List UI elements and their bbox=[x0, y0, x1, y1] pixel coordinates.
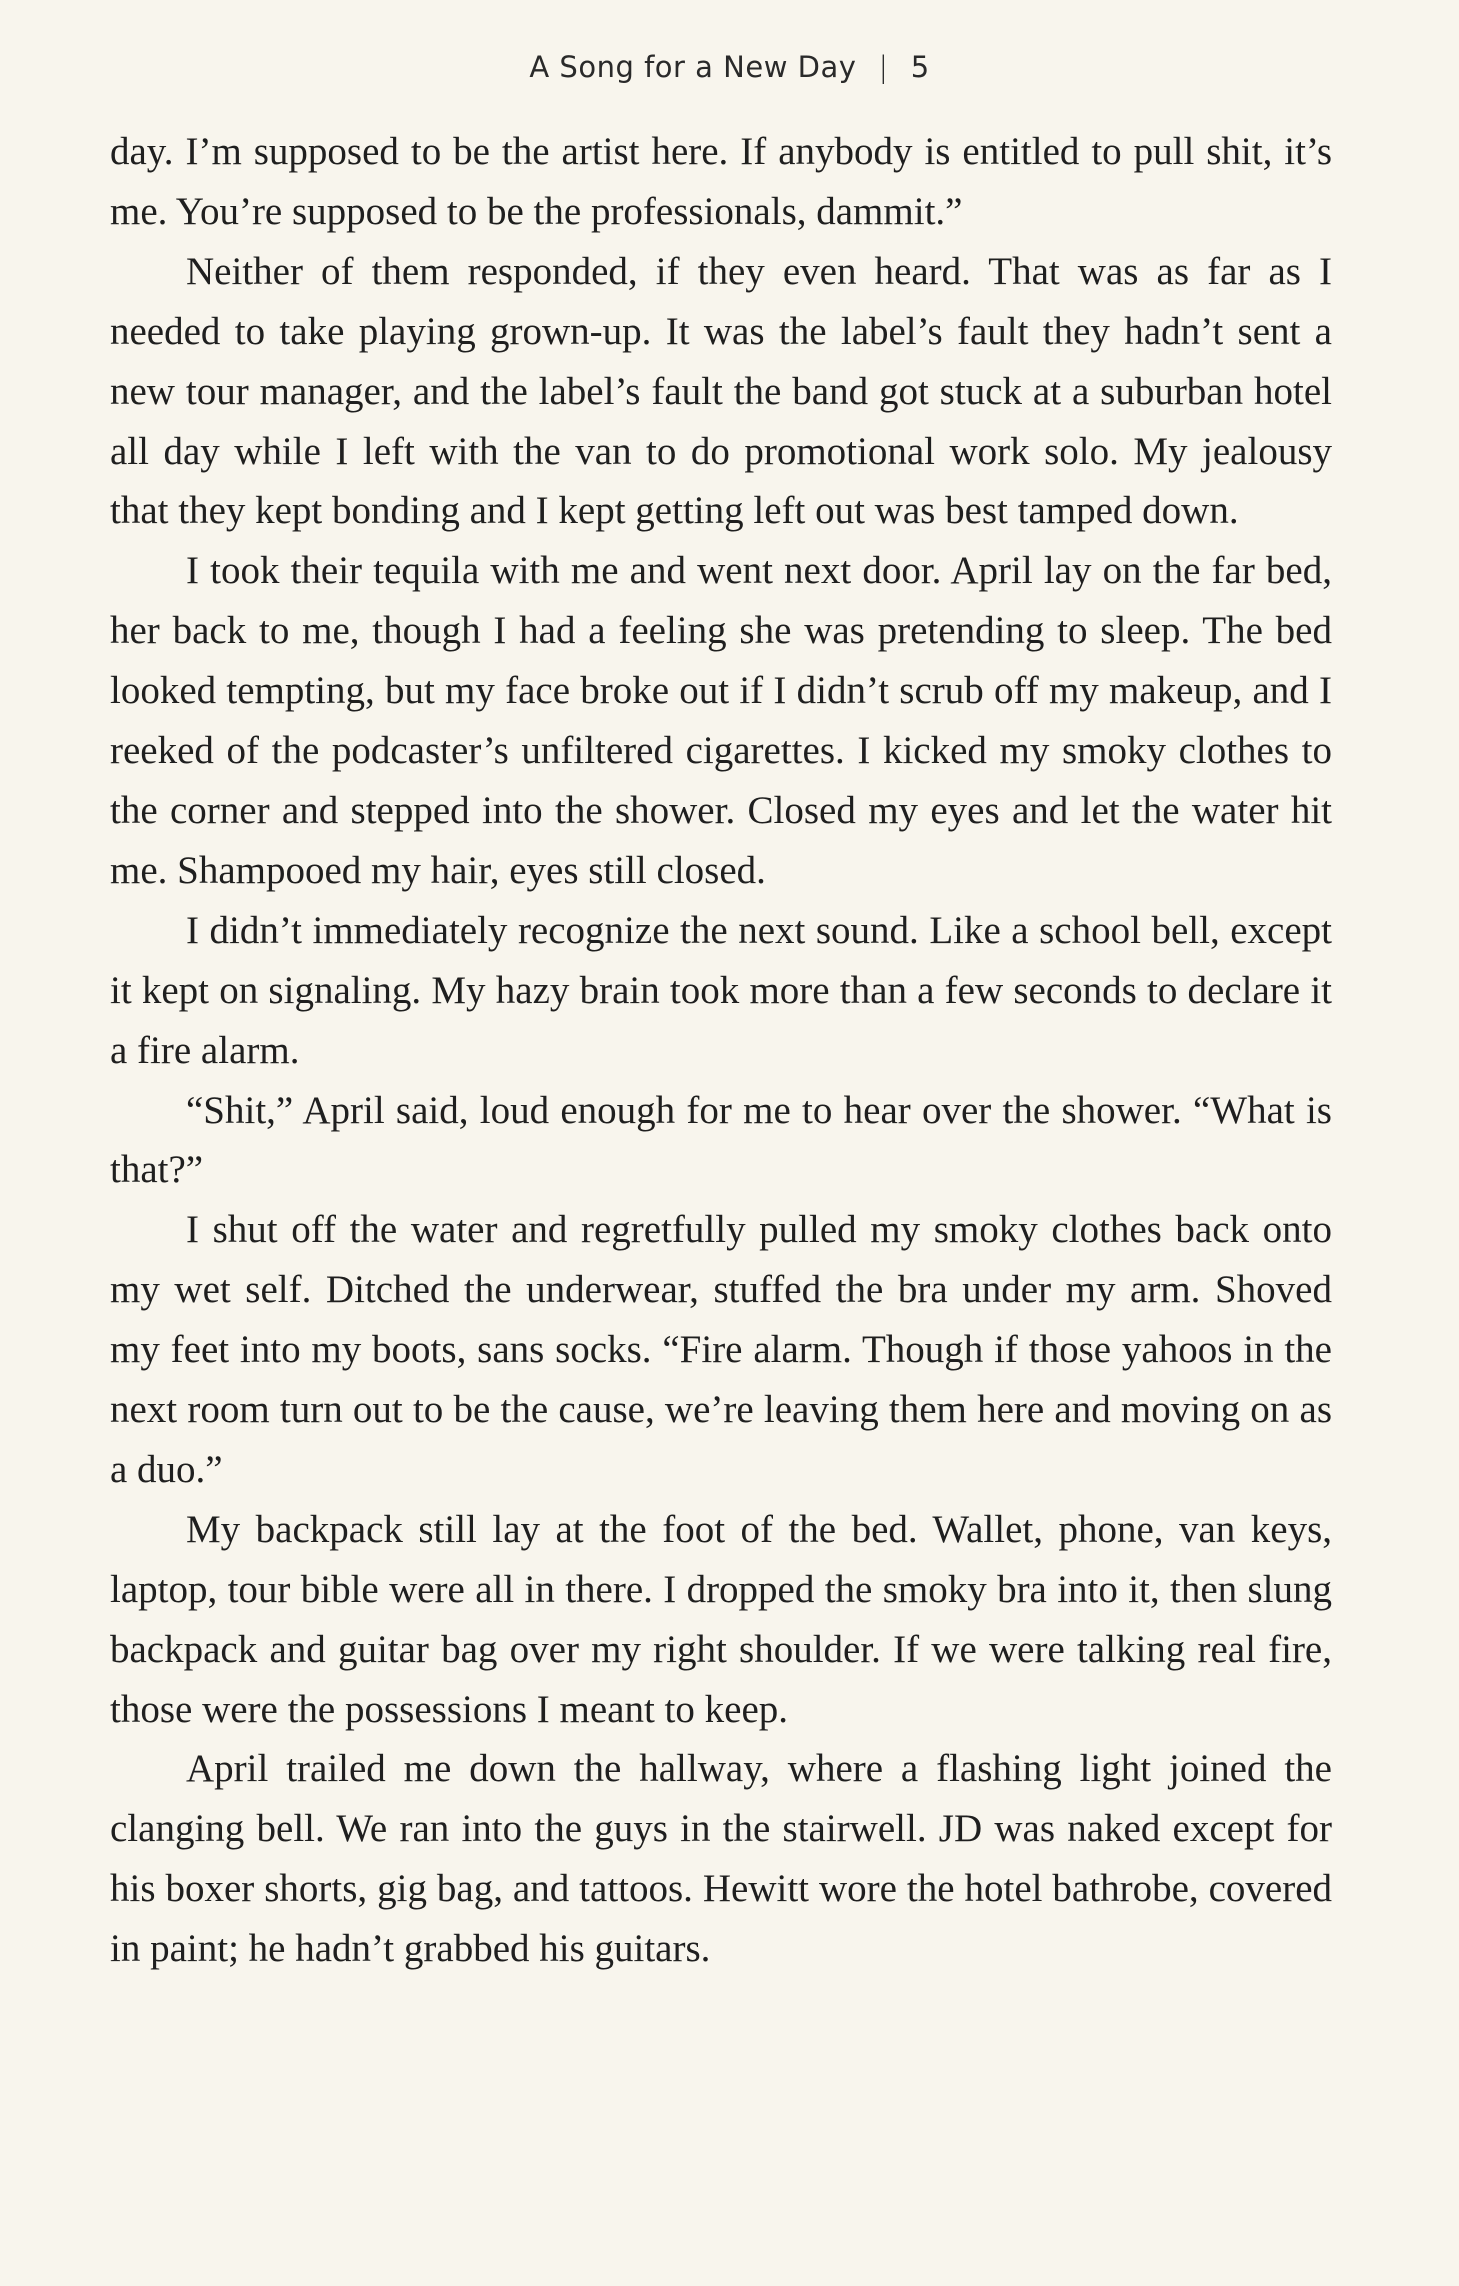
paragraph: I didn’t immediately recognize the next sound. Like a school bell, except it kept on signaling. My hazy brain took more than a few seconds to declare it a fire alarm. bbox=[110, 908, 1332, 1072]
header-separator: | bbox=[878, 50, 889, 84]
paragraph: I shut off the water and regretfully pulled my smoky clothes back onto my wet self. Ditched the underwear, stuffed the bra under my arm. Shoved my feet into my boots, sans socks. “Fire alarm. Though if those yahoos in the next room turn out to be the cause, we’re leaving them here and moving on as a duo.” bbox=[110, 1208, 1332, 1491]
paragraph: Neither of them responded, if they even heard. That was as far as I needed to take playing grown-up. It was the label’s fault they hadn’t sent a new tour manager, and the label’s fault the band got stuck at a suburban hotel all day while I left with the van to do promotional work solo. My jealousy that they kept bonding and I kept getting left out was best tamped down. bbox=[110, 249, 1332, 533]
body-text bbox=[110, 122, 1332, 1979]
paragraph: “Shit,” April said, loud enough for me to hear over the shower. “What is that?” bbox=[110, 1088, 1332, 1192]
page-number: 5 bbox=[910, 50, 930, 84]
paragraph: April trailed me down the hallway, where a flashing light joined the clanging bell. We ran into the guys in the stairwell. JD was naked except for his boxer shorts, gig bag, and tattoos. Hewitt wore the hotel bathrobe, covered in paint; he hadn’t grabbed his guitars. bbox=[110, 1747, 1332, 1971]
paragraph-continued: day. I’m supposed to be the artist here. If anybody is entitled to pull shit, it’s me. You’re supposed to be the professionals, dammit.” bbox=[110, 130, 1332, 233]
paragraph: My backpack still lay at the foot of the bed. Wallet, phone, van keys, laptop, tour bible were all in there. I dropped the smoky bra into it, then slung backpack and guitar bag over my right shoulder. If we were talking real fire, those were the possessions I meant to keep. bbox=[110, 1507, 1332, 1731]
running-head bbox=[0, 50, 1459, 84]
book-title: A Song for a New Day bbox=[529, 50, 857, 84]
paragraph: I took their tequila with me and went next door. April lay on the far bed, her back to me, though I had a feeling she was pretending to sleep. The bed looked tempting, but my face broke out if I didn’t scrub off my makeup, and I reeked of the podcaster’s unfiltered cigarettes. I kicked my smoky clothes to the corner and stepped into the shower. Closed my eyes and let the water hit me. Shampooed my hair, eyes still closed. bbox=[110, 549, 1332, 892]
